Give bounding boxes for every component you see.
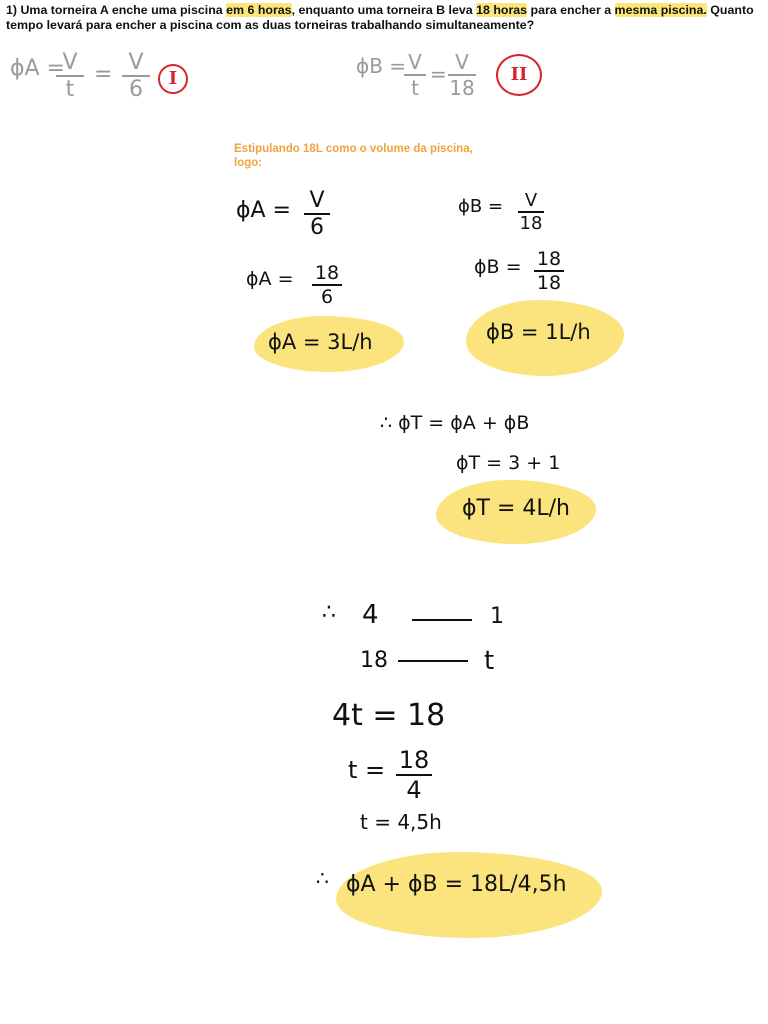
- therefore-symbol: ∴: [322, 600, 336, 625]
- numerator: V: [62, 50, 78, 75]
- phi-a-label: ϕA =: [246, 268, 294, 290]
- denominator: 6: [310, 215, 324, 240]
- flow-a-result: ϕA = 3L/h: [268, 330, 373, 354]
- phi-b-label: ϕB =: [458, 196, 504, 217]
- fraction-18-over-4: [396, 746, 432, 804]
- equation-t-fraction: [348, 746, 468, 806]
- fraction-v-over-18: [518, 190, 544, 234]
- total-flow-line1: ∴ ϕT = ϕA + ϕB: [380, 412, 530, 434]
- highlight-6-horas: em 6 horas: [226, 3, 292, 17]
- problem-text-3: para encher a: [527, 3, 615, 17]
- equation-t-result: t = 4,5h: [360, 810, 442, 834]
- numerator: V: [408, 50, 422, 74]
- total-flow-result: ϕT = 4L/h: [462, 496, 570, 521]
- proportion-row1-right: 1: [490, 604, 504, 629]
- problem-text-1: Uma torneira A enche uma piscina: [17, 3, 227, 17]
- fraction-v-over-18: [448, 50, 476, 100]
- mark-circle-ii: II: [496, 54, 542, 96]
- flow-a-line1: [236, 188, 356, 244]
- fraction-v-over-6: [304, 188, 330, 240]
- proportion-row1-line: [412, 619, 472, 621]
- problem-text-2: , enquanto uma torneira B leva: [291, 3, 477, 17]
- equation-4t-18: 4t = 18: [332, 698, 446, 733]
- flow-a-line2: [246, 262, 366, 312]
- proportion-row2-line: [398, 660, 468, 662]
- problem-statement: [6, 3, 762, 33]
- numerator: V: [128, 50, 144, 75]
- equals-sign: =: [94, 62, 113, 87]
- fraction-18-over-18: [534, 248, 564, 294]
- phi-a-label: ϕA =: [236, 198, 291, 223]
- numerator: V: [455, 50, 469, 74]
- proportion-row1-left: 4: [362, 600, 379, 630]
- denominator: t: [411, 76, 419, 100]
- fraction-v-over-t: [404, 50, 426, 100]
- highlight-18-horas: 18 horas: [476, 3, 528, 17]
- fraction-v-over-6: [122, 50, 150, 102]
- phi-b-label: ϕB =: [474, 256, 522, 278]
- proportion-row2-left: 18: [360, 648, 388, 673]
- final-result: ϕA + ϕB = 18L/4,5h: [346, 872, 567, 897]
- flow-b-line1: [458, 190, 578, 238]
- fraction-18-over-6: [312, 262, 342, 308]
- denominator: 18: [536, 272, 562, 294]
- denominator: 18: [519, 213, 543, 234]
- denominator: 4: [406, 776, 422, 804]
- phi-b-label: ϕB =: [356, 54, 407, 78]
- highlight-mesma-piscina: mesma piscina.: [614, 3, 707, 17]
- volume-assumption-note: Estipulando 18L como o volume da piscina, logo:: [234, 143, 473, 169]
- problem-number: 1): [6, 3, 18, 17]
- t-equals: t =: [348, 756, 386, 784]
- numerator: 18: [314, 262, 340, 284]
- problem-text-4: Quanto tempo levará para encher a piscina com as duas torneiras trabalhando simultaneamente?: [6, 3, 754, 32]
- denominator: 6: [129, 77, 143, 102]
- equals-sign: =: [430, 62, 447, 86]
- mark-circle-i: I: [158, 64, 188, 94]
- denominator: t: [65, 77, 75, 102]
- numerator: 18: [398, 746, 430, 774]
- flow-b-result: ϕB = 1L/h: [486, 320, 591, 344]
- total-flow-line2: ϕT = 3 + 1: [456, 452, 561, 474]
- flow-b-line2: [474, 248, 594, 298]
- phi-a-label: ϕA =: [10, 56, 65, 81]
- denominator: 18: [449, 76, 475, 100]
- fraction-v-over-t: [56, 50, 84, 102]
- denominator: 6: [320, 286, 334, 308]
- numerator: V: [524, 190, 538, 211]
- numerator: V: [309, 188, 325, 213]
- proportion-row2-right: t: [484, 646, 495, 676]
- final-therefore-symbol: ∴: [316, 866, 329, 890]
- numerator: 18: [536, 248, 562, 270]
